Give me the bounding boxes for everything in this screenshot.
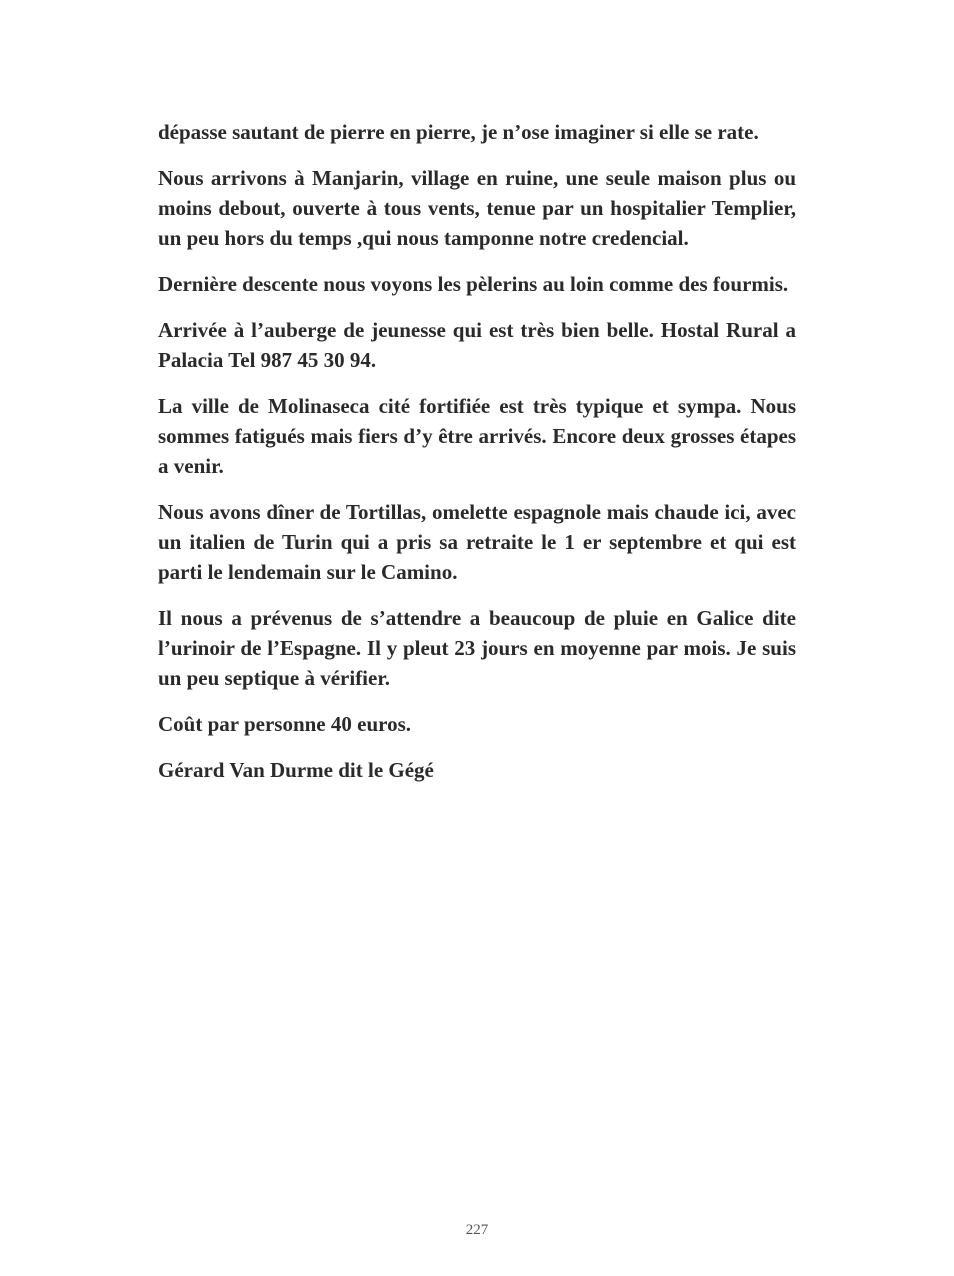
paragraph-rain: Il nous a prévenus de s’attendre a beaucoup de pluie en Galice dite l’urinoir de l’Espagne. Il y pleut 23 jours en moyenne par mois. Je suis un peu septique à vérifier. <box>158 606 796 690</box>
paragraph-signature: Gérard Van Durme dit le Gégé <box>158 758 434 782</box>
body-text <box>158 117 796 801</box>
page-number: 227 <box>465 1222 489 1238</box>
paragraph-molinaseca: La ville de Molinaseca cité fortifiée est très typique et sympa. Nous sommes fatigués mais fiers d’y être arrivés. Encore deux grosses étapes a venir. <box>158 394 796 478</box>
paragraph-manjarin: Nous arrivons à Manjarin, village en ruine, une seule maison plus ou moins debout, ouverte à tous vents, tenue par un hospitalier Templier, un peu hors du temps ,qui nous tamponne notre credencial. <box>158 166 796 250</box>
paragraph-continuation: dépasse sautant de pierre en pierre, je n’ose imaginer si elle se rate. <box>158 120 759 144</box>
paragraph-descent: Dernière descente nous voyons les pèlerins au loin comme des fourmis. <box>158 272 789 296</box>
paragraph-cost: Coût par personne 40 euros. <box>158 712 411 736</box>
paragraph-dinner: Nous avons dîner de Tortillas, omelette espagnole mais chaude ici, avec un italien de Turin qui a pris sa retraite le 1 er septembre et qui est parti le lendemain sur le Camino. <box>158 500 796 584</box>
paragraph-arrival: Arrivée à l’auberge de jeunesse qui est très bien belle. Hostal Rural a Palacia Tel 987 45 30 94. <box>158 318 796 372</box>
